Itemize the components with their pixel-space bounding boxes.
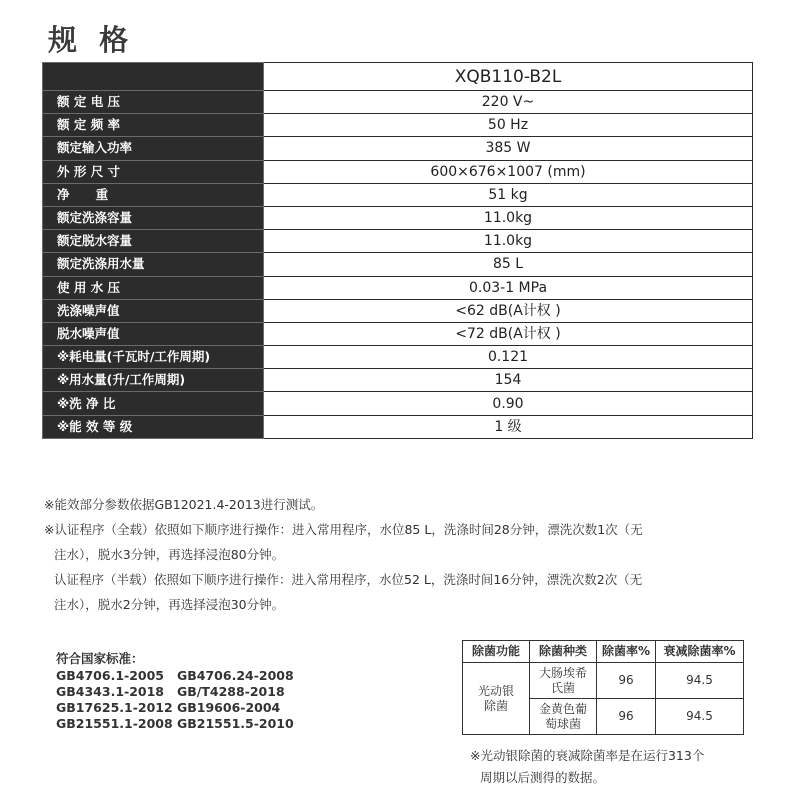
spec-label: 额 定 电 压 bbox=[43, 91, 264, 114]
header-function: 除菌功能 bbox=[463, 641, 530, 663]
antibacterial-note-line2: 周期以后测得的数据。 bbox=[480, 770, 606, 785]
standard-code: GB21551.1-2008 bbox=[56, 716, 173, 731]
spec-label: 额定洗涤容量 bbox=[43, 206, 264, 229]
standard-code: GB/T4288-2018 bbox=[177, 684, 285, 699]
test-notes bbox=[44, 492, 744, 617]
standards-row bbox=[56, 716, 298, 732]
spec-row bbox=[43, 253, 753, 276]
spec-row bbox=[43, 91, 753, 114]
spec-row bbox=[43, 183, 753, 206]
bacteria-decay-rate: 94.5 bbox=[656, 663, 744, 699]
spec-value: 154 bbox=[264, 369, 753, 392]
spec-label: 外 形 尺 寸 bbox=[43, 160, 264, 183]
bacteria-decay-rate: 94.5 bbox=[656, 699, 744, 735]
standard-code: GB19606-2004 bbox=[177, 700, 281, 715]
spec-label: 额定洗涤用水量 bbox=[43, 253, 264, 276]
spec-row bbox=[43, 114, 753, 137]
spec-value: 0.121 bbox=[264, 346, 753, 369]
standard-code: GB17625.1-2012 bbox=[56, 700, 173, 715]
antibacterial-note bbox=[470, 745, 760, 789]
standard-code: GB4706.24-2008 bbox=[177, 668, 294, 683]
spec-header-label-cell bbox=[43, 63, 264, 91]
spec-table-body bbox=[43, 63, 753, 439]
spec-row bbox=[43, 346, 753, 369]
spec-value: 220 V~ bbox=[264, 91, 753, 114]
spec-header-row bbox=[43, 63, 753, 91]
antibacterial-row-1 bbox=[463, 663, 744, 699]
spec-value: 600×676×1007 (mm) bbox=[264, 160, 753, 183]
model-number: XQB110-B2L bbox=[264, 63, 753, 91]
spec-label: 额 定 频 率 bbox=[43, 114, 264, 137]
standards-header: 符合国家标准： bbox=[56, 651, 144, 666]
spec-value: 11.0kg bbox=[264, 230, 753, 253]
spec-value: 51 kg bbox=[264, 183, 753, 206]
spec-value: <62 dB(A计权 ) bbox=[264, 299, 753, 322]
spec-value: 0.90 bbox=[264, 392, 753, 415]
header-type: 除菌种类 bbox=[530, 641, 597, 663]
spec-label: ※耗电量(千瓦时/工作周期) bbox=[43, 346, 264, 369]
antibacterial-note-line1: ※光动银除菌的衰减除菌率是在运行313个 bbox=[470, 748, 705, 763]
antibacterial-table bbox=[462, 640, 744, 735]
bacteria-type: 大肠埃希 氏菌 bbox=[530, 663, 597, 699]
standard-code: GB4343.1-2018 bbox=[56, 684, 165, 699]
spec-row bbox=[43, 137, 753, 160]
spec-value: 50 Hz bbox=[264, 114, 753, 137]
bacteria-type: 金黄色葡 萄球菌 bbox=[530, 699, 597, 735]
standards-row bbox=[56, 684, 298, 700]
bacteria-rate: 96 bbox=[597, 663, 656, 699]
spec-label: 洗涤噪声值 bbox=[43, 299, 264, 322]
spec-value: 0.03-1 MPa bbox=[264, 276, 753, 299]
standards-row bbox=[56, 668, 298, 684]
spec-row bbox=[43, 369, 753, 392]
standard-code: GB4706.1-2005 bbox=[56, 668, 165, 683]
spec-value: 11.0kg bbox=[264, 206, 753, 229]
spec-row bbox=[43, 392, 753, 415]
spec-label: ※用水量(升/工作周期) bbox=[43, 369, 264, 392]
standards-row bbox=[56, 700, 298, 716]
note-full-load: ※认证程序（全载）依照如下顺序进行操作：进入常用程序，水位85 L，洗涤时间28分钟，漂洗次数1次（无 bbox=[44, 522, 643, 537]
standard-code: GB21551.5-2010 bbox=[177, 716, 294, 731]
standards-list bbox=[56, 668, 298, 732]
spec-label: ※能 效 等 级 bbox=[43, 415, 264, 438]
spec-row bbox=[43, 276, 753, 299]
spec-row bbox=[43, 299, 753, 322]
spec-row bbox=[43, 160, 753, 183]
note-energy: ※能效部分参数依据GB12021.4-2013进行测试。 bbox=[44, 497, 324, 512]
spec-row bbox=[43, 230, 753, 253]
bacteria-rate: 96 bbox=[597, 699, 656, 735]
note-full-load-cont: 注水），脱水3分钟，再选择浸泡80分钟。 bbox=[54, 547, 285, 562]
page-title: 规 格 bbox=[48, 23, 135, 57]
spec-row bbox=[43, 322, 753, 345]
spec-label: 额定脱水容量 bbox=[43, 230, 264, 253]
spec-value: 385 W bbox=[264, 137, 753, 160]
spec-table bbox=[42, 62, 753, 439]
header-rate: 除菌率% bbox=[597, 641, 656, 663]
antibacterial-function: 光动银 除菌 bbox=[463, 663, 530, 735]
note-half-load-cont: 注水），脱水2分钟，再选择浸泡30分钟。 bbox=[54, 597, 285, 612]
note-half-load: 认证程序（半载）依照如下顺序进行操作：进入常用程序，水位52 L，洗涤时间16分钟，漂洗次数2次（无 bbox=[54, 572, 643, 587]
spec-label: 额定输入功率 bbox=[43, 137, 264, 160]
spec-label: 脱水噪声值 bbox=[43, 322, 264, 345]
spec-row bbox=[43, 415, 753, 438]
spec-value: 85 L bbox=[264, 253, 753, 276]
spec-label: 净 重 bbox=[43, 183, 264, 206]
spec-value: <72 dB(A计权 ) bbox=[264, 322, 753, 345]
national-standards bbox=[56, 651, 298, 732]
antibacterial-header-row bbox=[463, 641, 744, 663]
spec-label: ※洗 净 比 bbox=[43, 392, 264, 415]
spec-label: 使 用 水 压 bbox=[43, 276, 264, 299]
header-decay-rate: 衰减除菌率% bbox=[656, 641, 744, 663]
spec-row bbox=[43, 206, 753, 229]
spec-value: 1 级 bbox=[264, 415, 753, 438]
